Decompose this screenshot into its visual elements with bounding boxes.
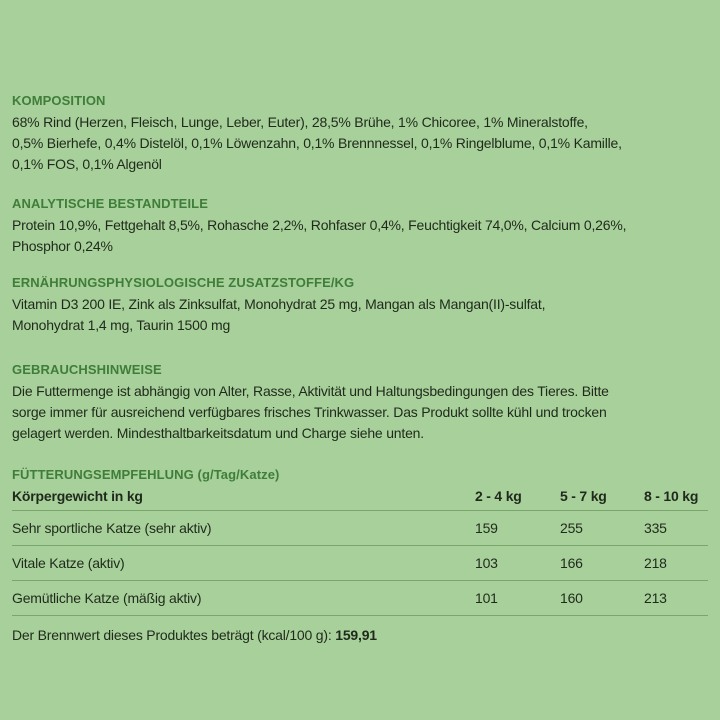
- table-row: [12, 511, 708, 546]
- column-header: 5 - 7 kg: [560, 488, 644, 511]
- table-row: [12, 546, 708, 581]
- zusatzstoffe-line: Vitamin D3 200 IE, Zink als Zinksulfat, Monohydrat 25 mg, Mangan als Mangan(II)-sulfat,: [12, 296, 546, 312]
- table-cell: 255: [560, 511, 644, 546]
- gebrauch-line: gelagert werden. Mindesthaltbarkeitsdatum und Charge siehe unten.: [12, 425, 424, 441]
- komposition-line: 68% Rind (Herzen, Fleisch, Lunge, Leber, Euter), 28,5% Brühe, 1% Chicoree, 1% Mineralstoffe,: [12, 114, 588, 130]
- column-header: Körpergewicht in kg: [12, 488, 475, 511]
- gebrauch-heading: GEBRAUCHSHINWEISE: [12, 362, 162, 377]
- table-cell: 166: [560, 546, 644, 581]
- gebrauch-section: [12, 362, 708, 444]
- zusatzstoffe-line: Monohydrat 1,4 mg, Taurin 1500 mg: [12, 317, 231, 333]
- table-cell: Vitale Katze (aktiv): [12, 546, 475, 581]
- energy-label: Der Brennwert dieses Produktes beträgt (kcal/100 g):: [12, 627, 332, 643]
- zusatzstoffe-section: [12, 275, 708, 336]
- table-cell: Sehr sportliche Katze (sehr aktiv): [12, 511, 475, 546]
- gebrauch-line: sorge immer für ausreichend verfügbares frisches Trinkwasser. Das Produkt sollte kühl und trocken: [12, 404, 607, 420]
- komposition-line: 0,1% FOS, 0,1% Algenöl: [12, 156, 162, 172]
- gebrauch-text: [12, 381, 708, 444]
- table-cell: 335: [644, 511, 708, 546]
- column-header: 2 - 4 kg: [475, 488, 560, 511]
- energy-value: 159,91: [335, 627, 377, 643]
- zusatzstoffe-text: [12, 294, 708, 336]
- table-cell: Gemütliche Katze (mäßig aktiv): [12, 581, 475, 616]
- analytische-line: Protein 10,9%, Fettgehalt 8,5%, Rohasche 2,2%, Rohfaser 0,4%, Feuchtigkeit 74,0%, Calcium 0,26%,: [12, 217, 627, 233]
- analytische-heading: ANALYTISCHE BESTANDTEILE: [12, 196, 208, 211]
- fuetterung-heading: FÜTTERUNGSEMPFEHLUNG (g/Tag/Katze): [12, 467, 280, 482]
- feeding-table: [12, 488, 708, 616]
- table-row: [12, 581, 708, 616]
- zusatzstoffe-heading: ERNÄHRUNGSPHYSIOLOGISCHE ZUSATZSTOFFE/KG: [12, 275, 355, 290]
- energy-value-line: [12, 627, 377, 643]
- komposition-line: 0,5% Bierhefe, 0,4% Distelöl, 0,1% Löwenzahn, 0,1% Brennnessel, 0,1% Ringelblume, 0,1% Kamille,: [12, 135, 622, 151]
- table-cell: 103: [475, 546, 560, 581]
- fuetterung-section: [12, 467, 708, 486]
- analytische-text: [12, 215, 708, 257]
- analytische-section: [12, 196, 708, 257]
- table-cell: 101: [475, 581, 560, 616]
- table-cell: 213: [644, 581, 708, 616]
- column-header: 8 - 10 kg: [644, 488, 708, 511]
- gebrauch-line: Die Futtermenge ist abhängig von Alter, Rasse, Aktivität und Haltungsbedingungen des Tieres. Bitte: [12, 383, 609, 399]
- komposition-text: [12, 112, 708, 175]
- analytische-line: Phosphor 0,24%: [12, 238, 113, 254]
- table-cell: 159: [475, 511, 560, 546]
- table-cell: 218: [644, 546, 708, 581]
- komposition-heading: KOMPOSITION: [12, 93, 106, 108]
- table-header-row: [12, 488, 708, 511]
- komposition-section: [12, 93, 708, 175]
- table-cell: 160: [560, 581, 644, 616]
